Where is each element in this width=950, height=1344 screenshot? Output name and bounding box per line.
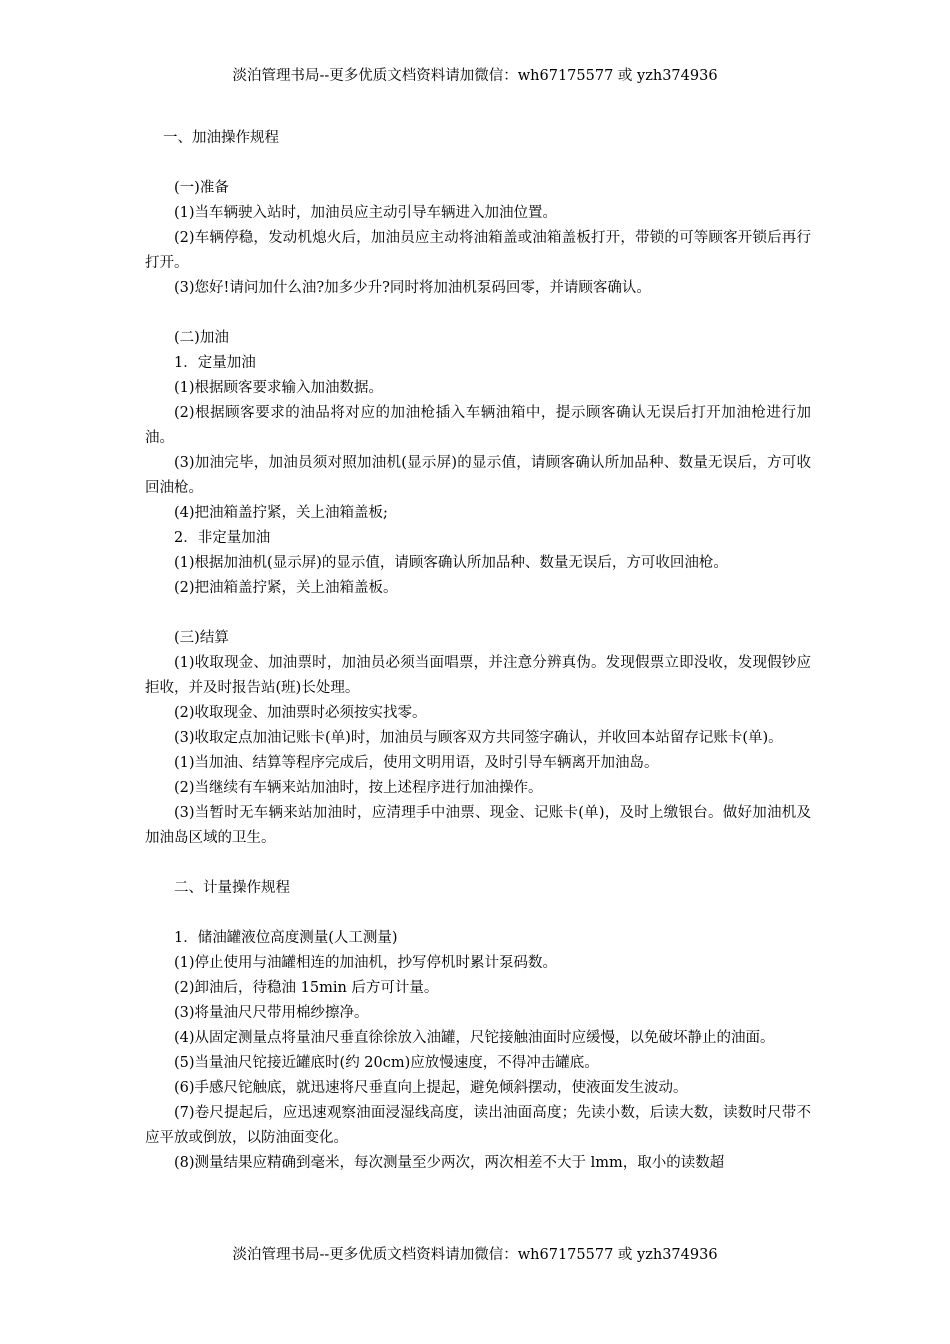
paragraph: (2)根据顾客要求的油品将对应的加油枪插入车辆油箱中，提示顾客确认无误后打开加油枪进行加油。 bbox=[145, 405, 811, 446]
prep-title: (一)准备 bbox=[174, 180, 229, 196]
paragraph: (4)把油箱盖拧紧，关上油箱盖板; bbox=[174, 505, 388, 521]
paragraph: (1)收取现金、加油票时，加油员必须当面唱票，并注意分辨真伪。发现假票立即没收，发现假钞应拒收，并及时报告站(班)长处理。 bbox=[145, 655, 811, 696]
section-1-title: 一、加油操作规程 bbox=[163, 130, 279, 146]
paragraph: (1)当车辆驶入站时，加油员应主动引导车辆进入加油位置。 bbox=[174, 205, 558, 221]
document-body bbox=[145, 126, 811, 1176]
paragraph: (1)停止使用与油罐相连的加油机，抄写停机时累计泵码数。 bbox=[174, 955, 558, 971]
page-header: 淡泊管理书局--更多优质文档资料请加微信：wh67175577 或 yzh374936 bbox=[232, 68, 718, 84]
paragraph: (4)从固定测量点将量油尺垂直徐徐放入油罐，尺铊接触油面时应缓慢，以免破坏静止的油面。 bbox=[174, 1030, 775, 1046]
paragraph: (2)车辆停稳，发动机熄火后，加油员应主动将油箱盖或油箱盖板打开，带锁的可等顾客开锁后再行打开。 bbox=[145, 230, 811, 271]
page-footer: 淡泊管理书局--更多优质文档资料请加微信：wh67175577 或 yzh374936 bbox=[232, 1247, 718, 1263]
paragraph: (3)加油完毕，加油员须对照加油机(显示屏)的显示值，请顾客确认所加品种、数量无误后，方可收回油枪。 bbox=[145, 455, 811, 496]
paragraph: (1)根据顾客要求输入加油数据。 bbox=[174, 380, 384, 396]
paragraph: (2)收取现金、加油票时必须按实找零。 bbox=[174, 705, 427, 721]
nonfixed-fuel-title: 2．非定量加油 bbox=[174, 530, 271, 546]
paragraph: (3)将量油尺尺带用棉纱擦净。 bbox=[174, 1005, 369, 1021]
paragraph: (8)测量结果应精确到毫米，每次测量至少两次，两次相差不大于 lmm，取小的读数超 bbox=[174, 1155, 725, 1171]
paragraph: (1)根据加油机(显示屏)的显示值，请顾客确认所加品种、数量无误后，方可收回油枪。 bbox=[174, 555, 728, 571]
paragraph: (2)当继续有车辆来站加油时，按上述程序进行加油操作。 bbox=[174, 780, 543, 796]
settle-title: (三)结算 bbox=[174, 630, 229, 646]
section-2-title: 二、计量操作规程 bbox=[174, 880, 290, 896]
paragraph: (6)手感尺铊触底，就迅速将尺垂直向上提起，避免倾斜摆动，使液面发生波动。 bbox=[174, 1080, 688, 1096]
measure-title: 1．储油罐液位高度测量(人工测量) bbox=[174, 930, 398, 946]
paragraph: (2)卸油后，待稳油 15min 后方可计量。 bbox=[174, 980, 439, 996]
paragraph: (5)当量油尺铊接近罐底时(约 20cm)应放慢速度，不得冲击罐底。 bbox=[174, 1055, 599, 1071]
paragraph: (2)把油箱盖拧紧，关上油箱盖板。 bbox=[174, 580, 398, 596]
paragraph: (3)当暂时无车辆来站加油时，应清理手中油票、现金、记账卡(单)，及时上缴银台。做好加油机及加油岛区域的卫生。 bbox=[145, 805, 811, 846]
fuel-title: (二)加油 bbox=[174, 330, 229, 346]
paragraph: (3)您好!请问加什么油?加多少升?同时将加油机泵码回零，并请顾客确认。 bbox=[174, 280, 651, 296]
paragraph: (3)收取定点加油记账卡(单)时，加油员与顾客双方共同签字确认，并收回本站留存记账卡(单)。 bbox=[174, 730, 783, 746]
fixed-fuel-title: 1．定量加油 bbox=[174, 355, 256, 371]
paragraph: (1)当加油、结算等程序完成后，使用文明用语，及时引导车辆离开加油岛。 bbox=[174, 755, 659, 771]
paragraph: (7)卷尺提起后，应迅速观察油面浸湿线高度，读出油面高度；先读小数，后读大数，读数时尺带不应平放或倒放，以防油面变化。 bbox=[145, 1105, 811, 1146]
